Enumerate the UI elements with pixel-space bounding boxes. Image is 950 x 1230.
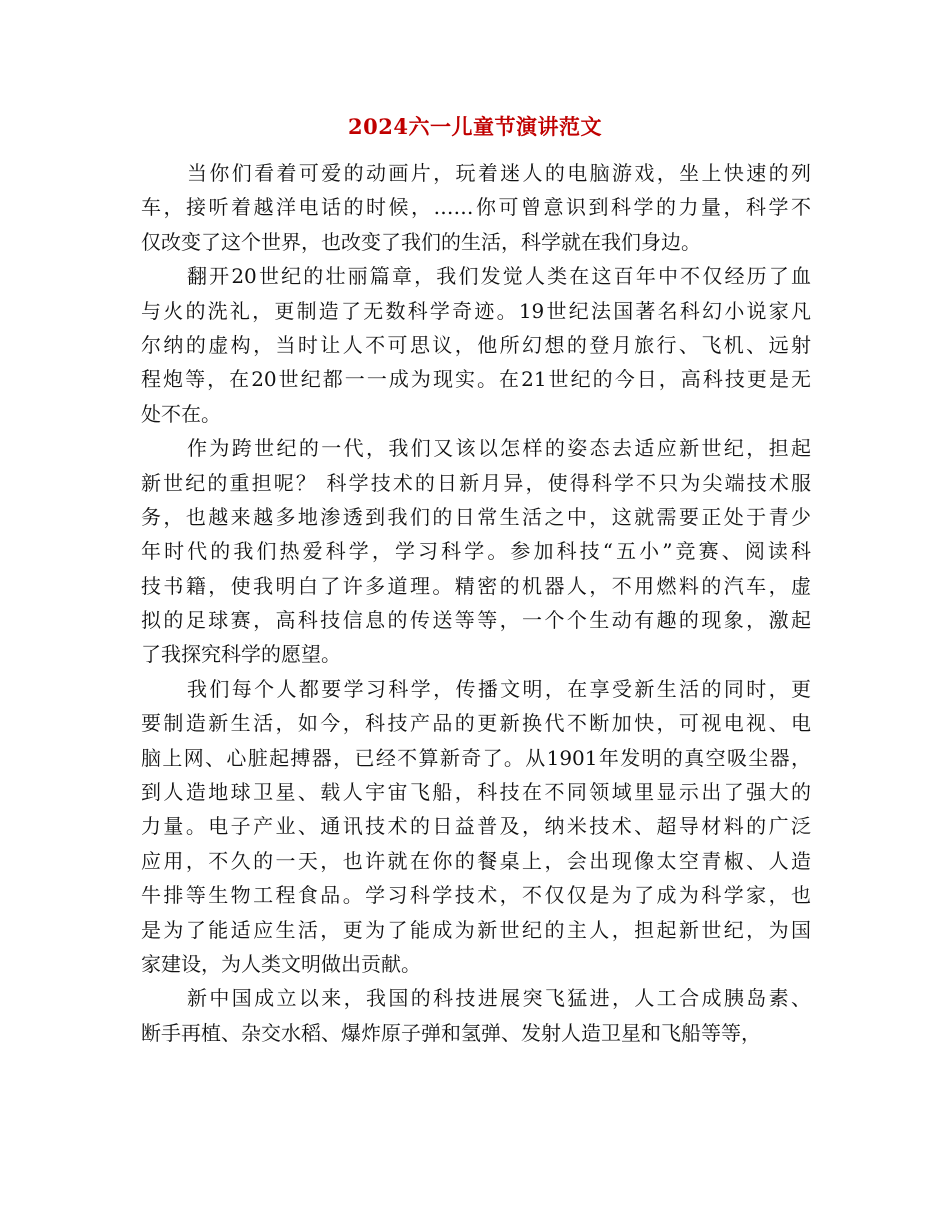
paragraph bbox=[141, 259, 811, 431]
paragraph-line: 是为了能适应生活，更为了能成为新世纪的主人，担起新世纪，为国 bbox=[141, 917, 811, 942]
paragraph-line: 务，也越来越多地渗透到我们的日常生活之中，这就需要正处于青少 bbox=[141, 504, 811, 529]
paragraph-line: 仅改变了这个世界，也改变了我们的生活，科学就在我们身边。 bbox=[141, 229, 701, 254]
paragraph-line: 断手再植、杂交水稻、爆炸原子弹和氢弹、发射人造卫星和飞船等等， bbox=[141, 1020, 761, 1045]
paragraph-line: 处不在。 bbox=[141, 401, 221, 426]
paragraph-line: 尔纳的虚构，当时让人不可思议，他所幻想的登月旅行、飞机、远射 bbox=[141, 332, 811, 357]
paragraph-line: 我们每个人都要学习科学，传播文明，在享受新生活的同时，更 bbox=[187, 676, 811, 701]
paragraph-line: 家建设，为人类文明做出贡献。 bbox=[141, 951, 421, 976]
paragraph-line: 当你们看着可爱的动画片，玩着迷人的电脑游戏，坐上快速的列 bbox=[187, 161, 811, 185]
paragraph-line: 脑上网、心脏起搏器，已经不算新奇了。从1901年发明的真空吸尘器， bbox=[141, 745, 811, 770]
paragraph-line: 翻开20世纪的壮丽篇章，我们发觉人类在这百年中不仅经历了血 bbox=[187, 264, 811, 289]
paragraph-line: 到人造地球卫星、载人宇宙飞船，科技在不同领域里显示出了强大的 bbox=[141, 780, 811, 805]
document-title: 2024六一儿童节演讲范文 bbox=[348, 114, 602, 139]
paragraph-line: 新中国成立以来，我国的科技进展突飞猛进，人工合成胰岛素、 bbox=[187, 986, 811, 1011]
paragraph-line: 新世纪的重担呢？ 科学技术的日新月异，使得科学不只为尖端技术服 bbox=[141, 470, 811, 495]
paragraph-line: 要制造新生活，如今，科技产品的更新换代不断加快，可视电视、电 bbox=[141, 711, 811, 736]
paragraph bbox=[141, 672, 811, 982]
paragraph-line: 了我探究科学的愿望。 bbox=[141, 642, 341, 667]
paragraph-line: 技书籍，使我明白了许多道理。精密的机器人，不用燃料的汽车，虚 bbox=[141, 573, 811, 598]
paragraph bbox=[141, 981, 811, 1050]
document-body bbox=[141, 156, 811, 1050]
paragraph-line: 与火的洗礼，更制造了无数科学奇迹。19世纪法国著名科幻小说家凡 bbox=[141, 298, 811, 323]
paragraph bbox=[141, 431, 811, 672]
paragraph bbox=[141, 156, 811, 259]
paragraph-line: 程炮等，在20世纪都一一成为现实。在21世纪的今日，高科技更是无 bbox=[141, 367, 811, 392]
paragraph-line: 应用，不久的一天，也许就在你的餐桌上，会出现像太空青椒、人造 bbox=[141, 848, 811, 873]
paragraph-line: 拟的足球赛，高科技信息的传送等等，一个个生动有趣的现象，激起 bbox=[141, 608, 811, 633]
paragraph-line: 力量。电子产业、通讯技术的日益普及，纳米技术、超导材料的广泛 bbox=[141, 814, 811, 839]
paragraph-line: 作为跨世纪的一代，我们又该以怎样的姿态去适应新世纪，担起 bbox=[187, 436, 811, 461]
paragraph-line: 车，接听着越洋电话的时候，……你可曾意识到科学的力量，科学不 bbox=[141, 195, 811, 220]
paragraph-line: 牛排等生物工程食品。学习科学技术，不仅仅是为了成为科学家，也 bbox=[141, 883, 811, 908]
paragraph-line: 年时代的我们热爱科学，学习科学。参加科技“五小”竞赛、阅读科 bbox=[141, 539, 811, 564]
